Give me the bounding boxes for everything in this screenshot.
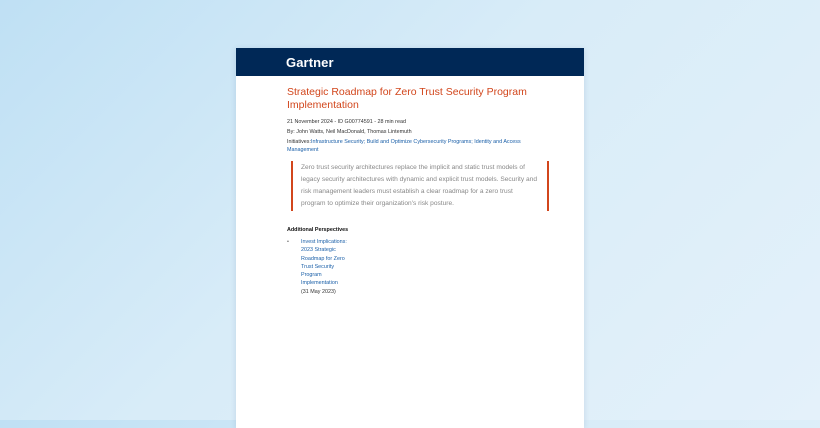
perspective-link[interactable]: Invest Implications: 2023 Strategic Roadmap for Zero Trust Security Program Implementation xyxy=(301,239,347,287)
document-body xyxy=(287,86,537,296)
document-page xyxy=(236,48,584,428)
perspectives-heading: Additional Perspectives xyxy=(287,227,349,233)
document-authors: By: John Watts, Neil MacDonald, Thomas Lintemuth xyxy=(287,129,412,135)
initiatives-link[interactable]: Infrastructure Security; Build and Optimize Cybersecurity Programs; Identity and Access Management xyxy=(287,139,521,153)
summary-callout: Zero trust security architectures replace the implicit and static trust models of legacy security architectures with dynamic and explicit trust models. Security and risk management leaders must establish a clear roadmap for a zero trust program to optimize their organization's risk posture. xyxy=(291,161,549,211)
bullet-icon: • xyxy=(287,239,289,245)
perspective-date: (31 May 2023) xyxy=(301,288,336,295)
list-item xyxy=(287,238,537,296)
gartner-logo: Gartner xyxy=(286,54,334,70)
document-title: Strategic Roadmap for Zero Trust Security Program Implementation xyxy=(287,86,527,111)
document-date-line: 21 November 2024 - ID G00774591 - 28 min read xyxy=(287,119,406,125)
perspective-text xyxy=(301,238,347,296)
document-initiatives xyxy=(287,138,537,154)
initiatives-label: Initiatives: xyxy=(287,139,311,145)
masthead-bar xyxy=(236,48,584,76)
